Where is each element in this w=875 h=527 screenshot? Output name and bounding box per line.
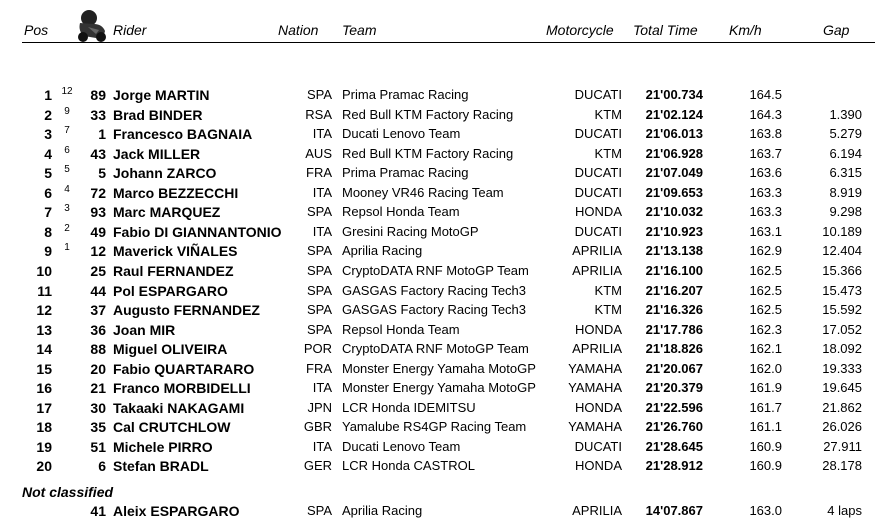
header-kmh: Km/h xyxy=(729,22,762,38)
speed-kmh: 160.9 xyxy=(749,438,782,454)
team: Aprilia Racing xyxy=(342,503,423,518)
gap: 10.189 xyxy=(822,223,862,239)
header-gap: Gap xyxy=(823,22,850,38)
speed-kmh: 162.9 xyxy=(749,243,782,259)
gap: 18.092 xyxy=(822,341,862,357)
rider-name: Jack MILLER xyxy=(113,145,201,162)
total-time: 21'22.596 xyxy=(645,399,703,415)
speed-kmh: 160.9 xyxy=(749,458,782,474)
gap: 28.178 xyxy=(822,458,862,474)
speed-kmh: 162.5 xyxy=(749,282,782,298)
table-row xyxy=(0,439,875,458)
nation: AUS xyxy=(305,145,332,161)
total-time: 21'28.912 xyxy=(645,458,703,474)
gap: 19.333 xyxy=(822,360,862,376)
grid-position: 7 xyxy=(64,125,70,137)
rider-name: Miguel OLIVEIRA xyxy=(113,341,228,358)
rider-name: Brad BINDER xyxy=(113,106,203,123)
team: GASGAS Factory Racing Tech3 xyxy=(342,302,527,318)
rider-name: Michele PIRRO xyxy=(113,438,213,455)
total-time: 21'10.032 xyxy=(645,204,703,220)
gap: 8.919 xyxy=(829,184,862,200)
table-row xyxy=(0,361,875,380)
motorcycle: YAMAHA xyxy=(568,380,622,396)
speed-kmh: 163.7 xyxy=(749,145,782,161)
rider-name: Marco BEZZECCHI xyxy=(113,184,239,201)
total-time: 21'26.760 xyxy=(645,419,703,435)
rider-number: 37 xyxy=(90,302,106,319)
speed-kmh: 163.1 xyxy=(749,223,782,239)
total-time: 14'07.867 xyxy=(645,503,703,518)
gap: 21.862 xyxy=(822,399,862,415)
motorcycle: APRILIA xyxy=(572,503,622,518)
rider-number: 43 xyxy=(90,145,106,162)
motorcycle: KTM xyxy=(594,302,622,318)
speed-kmh: 161.1 xyxy=(749,419,782,435)
team: GASGAS Factory Racing Tech3 xyxy=(342,282,527,298)
position: 18 xyxy=(36,419,52,436)
speed-kmh: 164.5 xyxy=(749,87,782,102)
gap: 6.194 xyxy=(829,145,862,161)
gap: 1.390 xyxy=(829,106,862,122)
header-motorcycle: Motorcycle xyxy=(546,22,614,38)
team: Ducati Lenovo Team xyxy=(342,126,461,142)
nation: SPA xyxy=(306,321,332,337)
position: 14 xyxy=(36,341,52,358)
gap: 15.592 xyxy=(822,302,862,318)
team: Aprilia Racing xyxy=(342,243,423,259)
total-time: 21'00.734 xyxy=(645,87,703,102)
rider-number: 33 xyxy=(90,106,106,123)
nation: SPA xyxy=(306,87,332,102)
rider-number: 49 xyxy=(90,223,106,240)
nation: SPA xyxy=(306,302,332,318)
table-row xyxy=(0,419,875,438)
motorcycle: DUCATI xyxy=(574,438,622,454)
rider-number: 44 xyxy=(90,282,106,299)
motorcycle: DUCATI xyxy=(574,126,622,142)
team: Repsol Honda Team xyxy=(342,321,460,337)
motorcycle: HONDA xyxy=(575,399,622,415)
total-time: 21'17.786 xyxy=(645,321,703,337)
header-pos: Pos xyxy=(24,22,49,38)
table-row xyxy=(0,146,875,165)
grid-position: 6 xyxy=(64,144,70,156)
not-classified-label: Not classified xyxy=(22,484,114,500)
nation: ITA xyxy=(312,184,332,200)
total-time: 21'09.653 xyxy=(645,184,703,200)
table-row xyxy=(0,380,875,399)
grid-position: 12 xyxy=(61,86,73,97)
rider-name: Fabio QUARTARARO xyxy=(113,360,255,377)
grid-position: 2 xyxy=(64,222,70,234)
rider-name: Augusto FERNANDEZ xyxy=(113,302,260,319)
table-row xyxy=(0,283,875,302)
position: 13 xyxy=(36,321,52,338)
rider-number: 5 xyxy=(98,165,106,182)
motorcycle: APRILIA xyxy=(572,243,622,259)
total-time: 21'16.326 xyxy=(645,302,703,318)
grid-position: 9 xyxy=(64,105,70,117)
team: Prima Pramac Racing xyxy=(342,87,469,102)
position: 2 xyxy=(44,106,52,123)
rider-number: 36 xyxy=(90,321,106,338)
motorcycle: DUCATI xyxy=(574,184,622,200)
position: 11 xyxy=(37,282,52,299)
position: 19 xyxy=(36,438,52,455)
table-row xyxy=(0,224,875,243)
speed-kmh: 163.0 xyxy=(749,503,782,518)
motorcycle: HONDA xyxy=(575,321,622,337)
rider-number: 88 xyxy=(90,341,106,358)
position: 9 xyxy=(44,243,52,260)
team: Repsol Honda Team xyxy=(342,204,460,220)
rider-number: 25 xyxy=(90,262,106,279)
motorcycle: DUCATI xyxy=(574,223,622,239)
motorcycle: YAMAHA xyxy=(568,360,622,376)
motorcycle: HONDA xyxy=(575,204,622,220)
header-team: Team xyxy=(342,22,377,38)
gap: 15.473 xyxy=(822,282,862,298)
motorcycle-rider-icon xyxy=(74,9,110,43)
nation: GBR xyxy=(303,419,332,435)
nation: ITA xyxy=(312,223,332,239)
header-total-time: Total Time xyxy=(633,22,698,38)
grid-position: 1 xyxy=(64,242,70,254)
table-row xyxy=(0,165,875,184)
nation: ITA xyxy=(312,126,332,142)
team: LCR Honda IDEMITSU xyxy=(342,399,476,415)
rider-name: Stefan BRADL xyxy=(113,458,209,475)
speed-kmh: 161.7 xyxy=(749,399,782,415)
table-row xyxy=(0,400,875,419)
table-header xyxy=(0,0,875,46)
table-row xyxy=(0,458,875,477)
speed-kmh: 163.6 xyxy=(749,165,782,181)
speed-kmh: 163.3 xyxy=(749,204,782,220)
grid-position: 4 xyxy=(64,183,70,195)
position: 15 xyxy=(36,360,52,377)
gap: 17.052 xyxy=(822,321,862,337)
total-time: 21'06.928 xyxy=(645,145,703,161)
nation: SPA xyxy=(306,503,332,518)
rider-name: Pol ESPARGARO xyxy=(113,282,228,299)
nation: SPA xyxy=(306,282,332,298)
motorcycle: KTM xyxy=(594,282,622,298)
gap: 12.404 xyxy=(822,243,862,259)
team: Yamalube RS4GP Racing Team xyxy=(342,419,527,435)
team: Prima Pramac Racing xyxy=(342,165,469,181)
speed-kmh: 162.5 xyxy=(749,262,782,278)
total-time: 21'06.013 xyxy=(645,126,703,142)
rider-number: 93 xyxy=(90,204,106,221)
rider-name: Jorge MARTIN xyxy=(113,87,210,103)
rider-number: 41 xyxy=(90,503,106,519)
table-row xyxy=(0,87,875,106)
rider-number: 12 xyxy=(90,243,106,260)
gap: 4 laps xyxy=(827,503,862,518)
position: 3 xyxy=(44,126,52,143)
nation: SPA xyxy=(306,243,332,259)
total-time: 21'16.100 xyxy=(645,262,703,278)
rider-name: Maverick VIÑALES xyxy=(113,243,238,260)
table-row xyxy=(0,185,875,204)
motorcycle: DUCATI xyxy=(574,87,622,102)
speed-kmh: 162.0 xyxy=(749,360,782,376)
table-row xyxy=(0,341,875,360)
rider-number: 72 xyxy=(90,184,106,201)
speed-kmh: 163.3 xyxy=(749,184,782,200)
table-row xyxy=(0,243,875,262)
speed-kmh: 162.1 xyxy=(749,341,782,357)
rider-number: 6 xyxy=(98,458,106,475)
team: Gresini Racing MotoGP xyxy=(342,223,479,239)
nation: FRA xyxy=(306,165,332,181)
gap: 9.298 xyxy=(829,204,862,220)
rider-name: Francesco BAGNAIA xyxy=(113,126,253,143)
team: Red Bull KTM Factory Racing xyxy=(342,145,514,161)
total-time: 21'20.067 xyxy=(645,360,703,376)
motorcycle: APRILIA xyxy=(572,341,622,357)
rider-number: 21 xyxy=(90,380,106,397)
position: 7 xyxy=(44,204,52,221)
nation: RSA xyxy=(305,106,332,122)
total-time: 21'13.138 xyxy=(645,243,703,259)
position: 12 xyxy=(36,302,52,319)
speed-kmh: 162.5 xyxy=(749,302,782,318)
speed-kmh: 162.3 xyxy=(749,321,782,337)
total-time: 21'16.207 xyxy=(645,282,703,298)
position: 6 xyxy=(44,184,52,201)
team: Monster Energy Yamaha MotoGP xyxy=(342,380,536,396)
gap: 15.366 xyxy=(822,262,862,278)
nation: ITA xyxy=(312,438,332,454)
rider-name: Marc MARQUEZ xyxy=(113,204,221,221)
total-time: 21'10.923 xyxy=(645,223,703,239)
motorcycle: KTM xyxy=(594,106,622,122)
table-row xyxy=(0,322,875,341)
rider-number: 51 xyxy=(90,438,106,455)
nation: JPN xyxy=(307,399,332,415)
gap: 26.026 xyxy=(822,419,862,435)
speed-kmh: 161.9 xyxy=(749,380,782,396)
gap: 27.911 xyxy=(823,438,862,454)
motorcycle: DUCATI xyxy=(574,165,622,181)
team: Monster Energy Yamaha MotoGP xyxy=(342,360,536,376)
rider-number: 89 xyxy=(90,87,106,103)
team: LCR Honda CASTROL xyxy=(342,458,475,474)
position: 17 xyxy=(36,399,52,416)
table-row xyxy=(0,263,875,282)
header-rider: Rider xyxy=(113,22,147,38)
table-row xyxy=(0,107,875,126)
motorcycle: YAMAHA xyxy=(568,419,622,435)
grid-position: 3 xyxy=(64,203,70,215)
total-time: 21'18.826 xyxy=(645,341,703,357)
nation: ITA xyxy=(312,380,332,396)
nation: FRA xyxy=(306,360,332,376)
position: 5 xyxy=(44,165,52,182)
rider-name: Aleix ESPARGARO xyxy=(113,503,240,519)
table-row xyxy=(0,302,875,321)
team: Ducati Lenovo Team xyxy=(342,438,461,454)
position: 8 xyxy=(44,223,52,240)
nation: POR xyxy=(303,341,332,357)
nation: GER xyxy=(303,458,332,474)
team: CryptoDATA RNF MotoGP Team xyxy=(342,341,529,357)
speed-kmh: 163.8 xyxy=(749,126,782,142)
rider-name: Fabio DI GIANNANTONIO xyxy=(113,223,282,240)
team: Red Bull KTM Factory Racing xyxy=(342,106,514,122)
position: 4 xyxy=(44,145,52,162)
position: 20 xyxy=(36,458,52,475)
table-row xyxy=(0,503,875,522)
nation: SPA xyxy=(306,204,332,220)
table-row xyxy=(0,204,875,223)
rider-number: 1 xyxy=(98,126,106,143)
total-time: 21'28.645 xyxy=(645,438,703,454)
rider-name: Raul FERNANDEZ xyxy=(113,262,234,279)
rider-name: Franco MORBIDELLI xyxy=(113,380,251,397)
table-row xyxy=(0,126,875,145)
motorcycle: KTM xyxy=(594,145,622,161)
motorcycle: HONDA xyxy=(575,458,622,474)
team: Mooney VR46 Racing Team xyxy=(342,184,504,200)
position: 16 xyxy=(36,380,52,397)
motorcycle: APRILIA xyxy=(572,262,622,278)
grid-position: 5 xyxy=(64,164,70,176)
rider-number: 20 xyxy=(90,360,106,377)
gap: 6.315 xyxy=(829,165,862,181)
team: CryptoDATA RNF MotoGP Team xyxy=(342,262,529,278)
total-time: 21'07.049 xyxy=(645,165,703,181)
position: 10 xyxy=(36,262,52,279)
rider-number: 30 xyxy=(90,399,106,416)
gap: 19.645 xyxy=(822,380,862,396)
total-time: 21'20.379 xyxy=(645,380,703,396)
rider-name: Takaaki NAKAGAMI xyxy=(113,399,245,416)
header-divider xyxy=(22,42,875,43)
gap: 5.279 xyxy=(829,126,862,142)
rider-name: Johann ZARCO xyxy=(113,165,217,182)
rider-number: 35 xyxy=(90,419,106,436)
position: 1 xyxy=(44,87,52,103)
rider-name: Joan MIR xyxy=(113,321,176,338)
total-time: 21'02.124 xyxy=(645,106,703,122)
rider-name: Cal CRUTCHLOW xyxy=(113,419,231,436)
nation: SPA xyxy=(306,262,332,278)
speed-kmh: 164.3 xyxy=(749,106,782,122)
header-nation: Nation xyxy=(278,22,319,38)
